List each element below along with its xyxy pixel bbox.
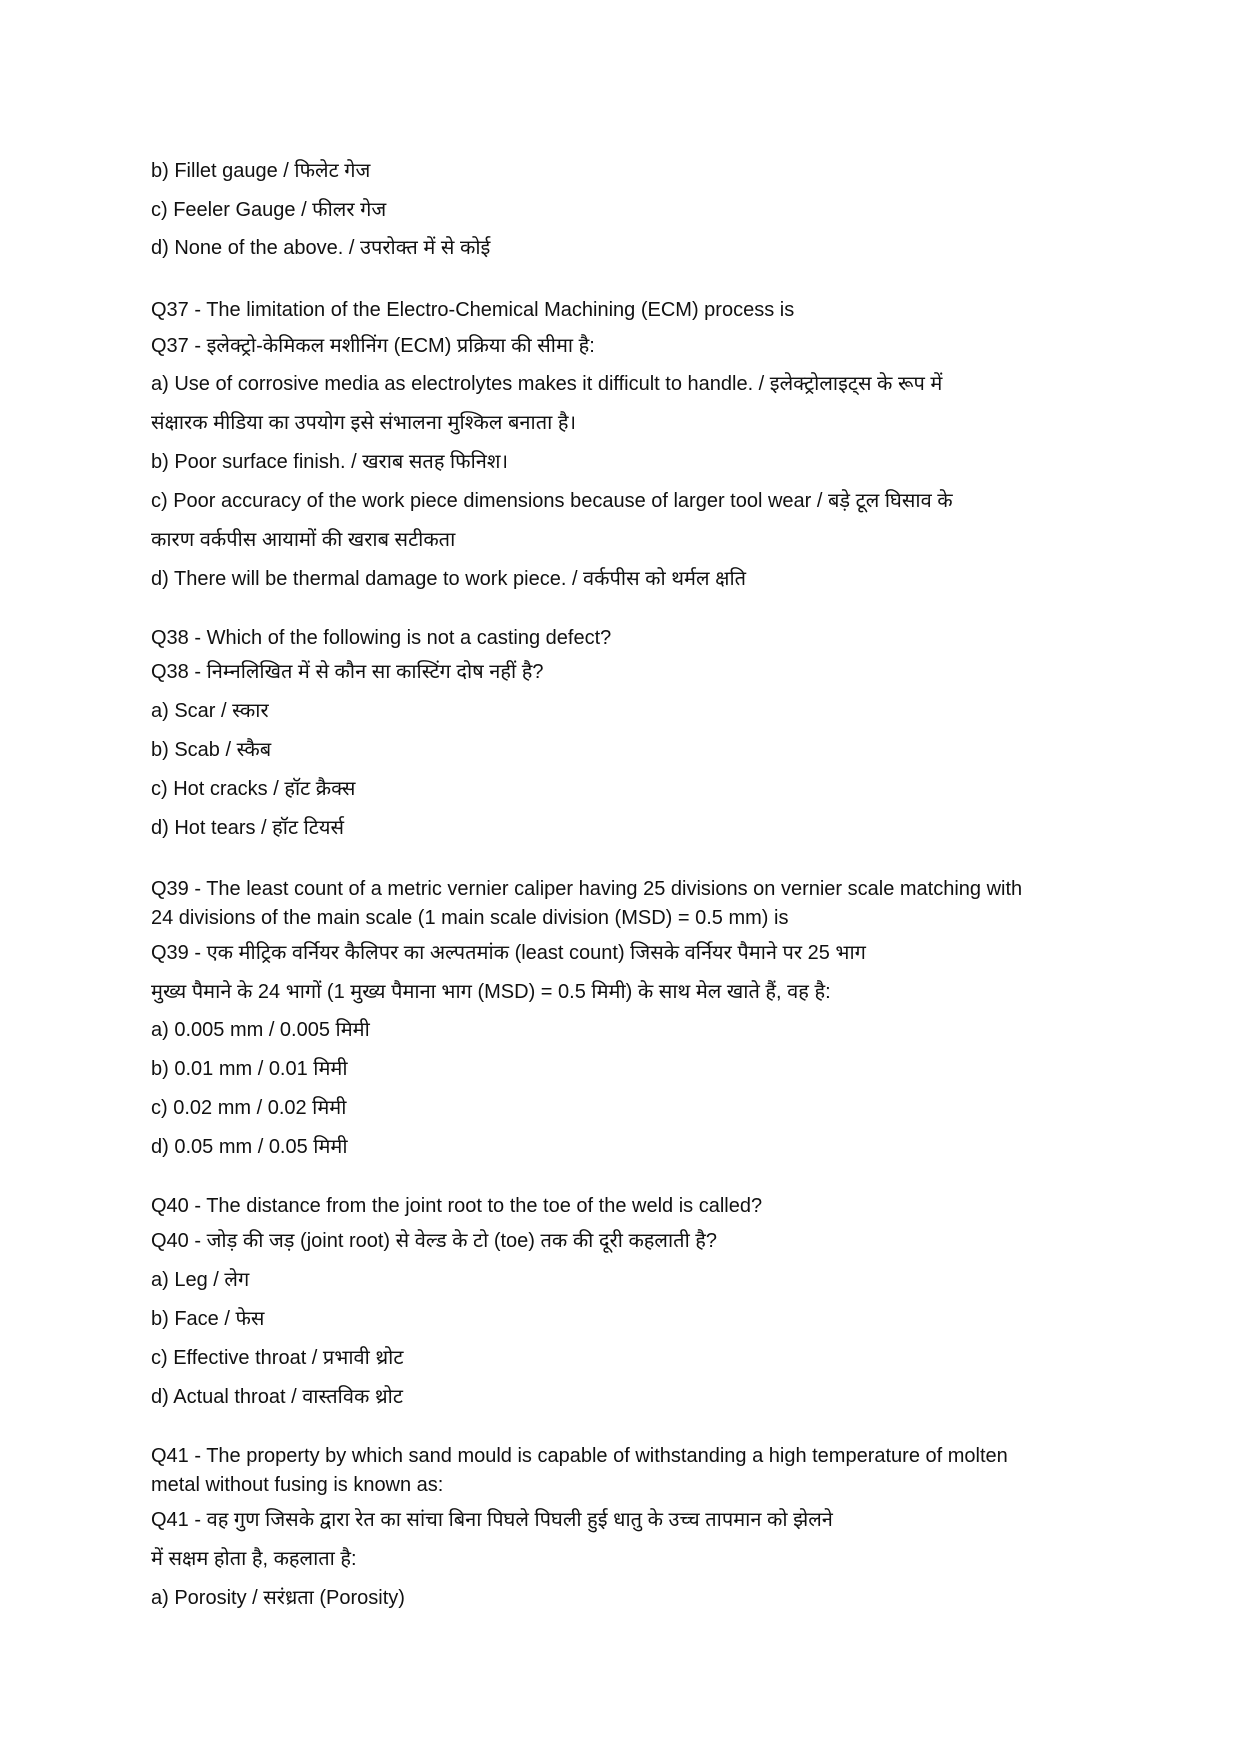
text-line: c) Hot cracks / हॉट क्रैक्स xyxy=(151,778,356,800)
text-line: d) 0.05 mm / 0.05 मिमी xyxy=(151,1136,348,1158)
text-line: कारण वर्कपीस आयामों की खराब सटीकता xyxy=(151,529,456,551)
text-line: b) Face / फेस xyxy=(151,1308,265,1330)
text-line: 24 divisions of the main scale (1 main scale division (MSD) = 0.5 mm) is xyxy=(151,907,789,929)
text-line: b) Scab / स्कैब xyxy=(151,739,272,761)
text-line: Q39 - एक मीट्रिक वर्नियर कैलिपर का अल्पतमांक (least count) जिसके वर्नियर पैमाने पर 25 भाग xyxy=(151,942,866,964)
text-line: Q40 - जोड़ की जड़ (joint root) से वेल्ड के टो (toe) तक की दूरी कहलाती है? xyxy=(151,1230,718,1252)
text-line: a) Scar / स्कार xyxy=(151,700,269,722)
text-line: Q39 - The least count of a metric vernier caliper having 25 divisions on vernier scale matching with xyxy=(151,878,1023,900)
text-line: Q40 - The distance from the joint root to the toe of the weld is called? xyxy=(151,1195,763,1217)
text-line: मुख्य पैमाने के 24 भागों (1 मुख्य पैमाना भाग (MSD) = 0.5 मिमी) के साथ मेल खाते हैं, वह है: xyxy=(151,981,831,1003)
text-line: a) Leg / लेग xyxy=(151,1269,250,1291)
text-line: Q38 - Which of the following is not a casting defect? xyxy=(151,627,612,649)
text-line: a) Porosity / सरंध्रता (Porosity) xyxy=(151,1587,405,1609)
text-line: में सक्षम होता है, कहलाता है: xyxy=(151,1548,357,1570)
text-line: d) None of the above. / उपरोक्त में से कोई xyxy=(151,237,491,259)
text-line: b) Poor surface finish. / खराब सतह फिनिश। xyxy=(151,451,509,473)
text-line: Q37 - The limitation of the Electro-Chemical Machining (ECM) process is xyxy=(151,299,795,321)
text-line: c) Poor accuracy of the work piece dimensions because of larger tool wear / बड़े टूल घिसाव के xyxy=(151,490,953,512)
text-line: Q37 - इलेक्ट्रो-केमिकल मशीनिंग (ECM) प्रक्रिया की सीमा है: xyxy=(151,335,595,357)
text-line: c) Effective throat / प्रभावी थ्रोट xyxy=(151,1347,404,1369)
text-line: Q41 - वह गुण जिसके द्वारा रेत का सांचा बिना पिघले पिघली हुई धातु के उच्च तापमान को झेलने xyxy=(151,1509,833,1531)
text-line: संक्षारक मीडिया का उपयोग इसे संभालना मुश्किल बनाता है। xyxy=(151,412,577,434)
text-line: c) Feeler Gauge / फीलर गेज xyxy=(151,199,387,221)
text-line: a) 0.005 mm / 0.005 मिमी xyxy=(151,1019,370,1041)
text-line: b) 0.01 mm / 0.01 मिमी xyxy=(151,1058,348,1080)
text-line: d) Hot tears / हॉट टियर्स xyxy=(151,817,344,839)
text-line: metal without fusing is known as: xyxy=(151,1474,444,1496)
text-line: b) Fillet gauge / फिलेट गेज xyxy=(151,160,371,182)
text-line: d) There will be thermal damage to work piece. / वर्कपीस को थर्मल क्षति xyxy=(151,568,747,590)
text-line: c) 0.02 mm / 0.02 मिमी xyxy=(151,1097,347,1119)
text-line: d) Actual throat / वास्तविक थ्रोट xyxy=(151,1386,403,1408)
text-line: Q38 - निम्नलिखित में से कौन सा कास्टिंग दोष नहीं है? xyxy=(151,661,544,683)
text-line: a) Use of corrosive media as electrolytes makes it difficult to handle. / इलेक्ट्रोलाइट्स के रूप में xyxy=(151,373,943,395)
text-line: Q41 - The property by which sand mould is capable of withstanding a high temperature of molten xyxy=(151,1445,1008,1467)
